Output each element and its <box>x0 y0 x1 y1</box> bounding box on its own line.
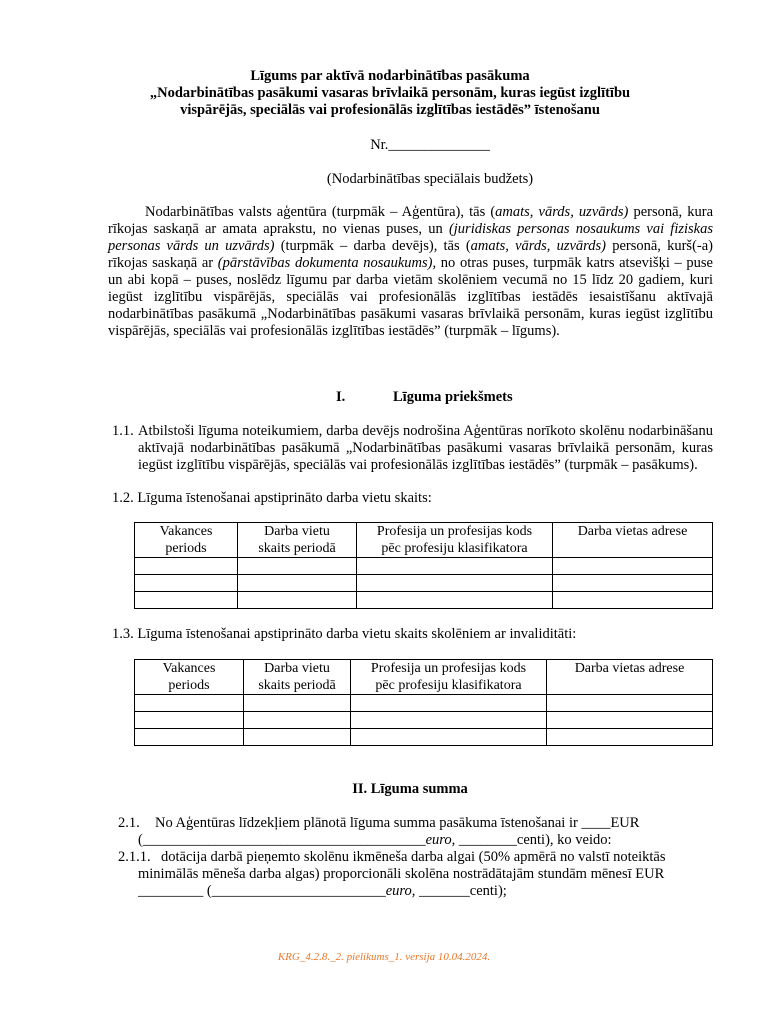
table-header-row <box>135 660 713 695</box>
clause-2-1-1-line-1: dotācija darbā pieņemto skolēnu ikmēneša darba algai (50% apmērā no valstī noteiktās <box>161 849 666 865</box>
table-row <box>135 575 713 592</box>
document-footer: KRG_4.2.8._2. pielikums_1. versija 10.04.2024. <box>277 951 491 963</box>
clause-1-3: 1.3. Līguma īstenošanai apstiprināto darba vietu skaits skolēniem ar invaliditāti: <box>112 626 577 642</box>
section-1-number: I. <box>336 389 346 405</box>
intro-paragraph: Nodarbinātības valsts aģentūra (turpmāk – Aģentūra), tās (amats, vārds, uzvārds) personā, kura rīkojas saskaņā ar amata aprakstu, no vienas puses, un (juridiskas personas nosaukums vai fiziskas personas vārds un uzvārds) (turpmāk – darba devējs), tās (amats, vārds, uzvārds) personā, kurš(-a) rīkojas saskaņā ar (pārstāvības dokumenta nosaukums), no otras puses, turpmāk katrs atsevišķi – puse un abi kopā – puses, noslēdz līgumu par darba vietām skolēniem vecumā no 15 līdz 20 gadiem, kuri iegūst izglītību vispārējās, speciālās vai profesionālās izglītības iestādēs iesaistīšanu aktīvajā nodarbinātības pasākumā „Nodarbinātības pasākumi vasaras brīvlaikā personām, kuras iegūst izglītību vispārējās, speciālās vai profesionālās izglītības iestādēs” (turpmāk – līgums). <box>108 204 714 339</box>
disabled-workplaces-table <box>134 659 713 746</box>
header-workplace-count: Darba vietu skaits periodā <box>238 523 357 558</box>
contract-number: Nr.______________ <box>370 137 490 153</box>
title-line-2: „Nodarbinātības pasākumi vasaras brīvlaikā personām, kuras iegūst izglītību <box>149 85 631 101</box>
budget-label: (Nodarbinātības speciālais budžets) <box>326 171 534 187</box>
title-line-3: vispārējās, speciālās vai profesionālās izglītības iestādēs” īstenošanu <box>180 102 600 118</box>
table-header-row <box>135 523 713 558</box>
clause-2-1-1-line-2: minimālās mēneša darba algas) proporcionāli skolēna nostrādātajām stundām mēnesī EUR <box>138 866 665 882</box>
header-vacancy-period: Vakances periods <box>135 660 244 695</box>
clause-2-1-line-1: No Aģentūras līdzekļiem plānotā līguma summa pasākuma īstenošanai ir ____EUR <box>155 815 640 831</box>
header-workplace-count: Darba vietu skaits periodā <box>244 660 351 695</box>
table-row <box>135 712 713 729</box>
section-2-title: II. Līguma summa <box>352 781 468 797</box>
title-line-1: Līgums par aktīvā nodarbinātības pasākuma <box>250 68 530 84</box>
table-row <box>135 729 713 746</box>
header-profession: Profesija un profesijas kods pēc profesiju klasifikatora <box>351 660 547 695</box>
header-profession: Profesija un profesijas kods pēc profesiju klasifikatora <box>357 523 553 558</box>
table-row <box>135 695 713 712</box>
table-row <box>135 592 713 609</box>
header-address: Darba vietas adrese <box>553 523 713 558</box>
header-address: Darba vietas adrese <box>547 660 713 695</box>
header-vacancy-period: Vakances periods <box>135 523 238 558</box>
clause-2-1-1-line-3: _________ (________________________euro, _______centi); <box>138 883 507 899</box>
clause-2-1-1-number: 2.1.1. <box>118 849 151 865</box>
clause-1-1-text: Atbilstoši līguma noteikumiem, darba devējs nodrošina Aģentūras norīkoto skolēnu nodarbināšanu aktīvajā nodarbinātības pasākumā „Nodarbinātības pasākumi vasaras brīvlaikā personām, kuras iegūst izglītību vispārējās, speciālās vai profesionālās izglītības iestādēs” (turpmāk – pasākums). <box>138 423 713 473</box>
clause-2-1-number: 2.1. <box>118 815 140 831</box>
table-row <box>135 558 713 575</box>
document-title <box>80 68 700 119</box>
clause-1-2: 1.2. Līguma īstenošanai apstiprināto darba vietu skaits: <box>112 490 432 506</box>
clause-1-1-number: 1.1. <box>112 423 134 439</box>
section-1-title: Līguma priekšmets <box>393 389 513 405</box>
clause-2-1-line-2: (_______________________________________euro, ________centi), ko veido: <box>138 832 612 848</box>
workplaces-table <box>134 522 713 609</box>
